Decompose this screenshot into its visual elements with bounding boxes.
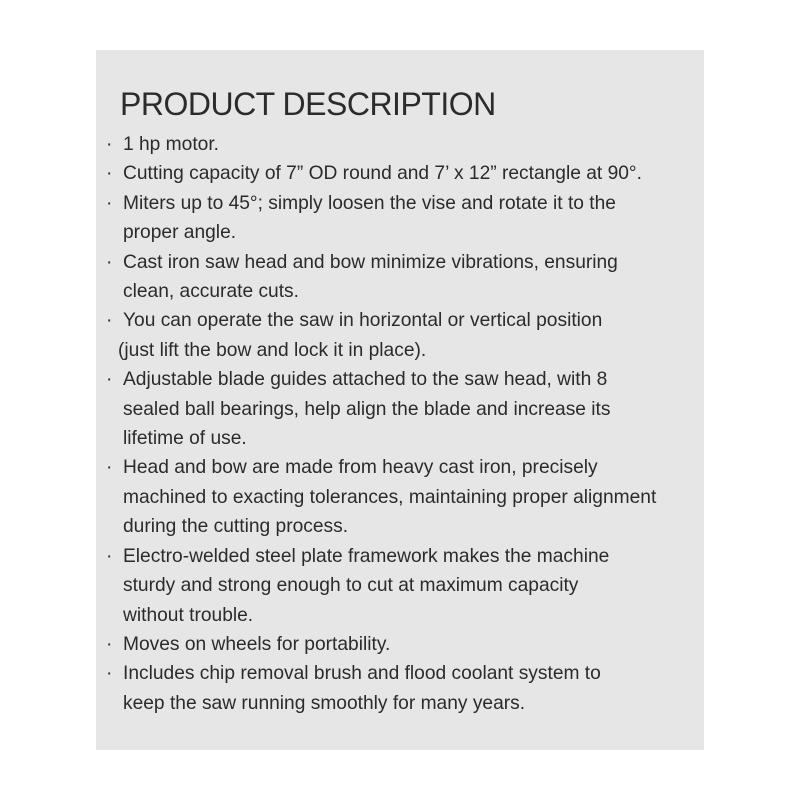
list-item: [106, 630, 656, 659]
list-item-text: (just lift the bow and lock it in place).: [118, 339, 427, 361]
list-item: [106, 189, 656, 248]
bullet-icon: ·: [106, 545, 113, 567]
bullet-icon: ·: [106, 457, 113, 479]
list-item-text: Adjustable blade guides attached to the saw head, with 8: [123, 369, 608, 391]
bullet-icon: ·: [106, 310, 113, 332]
list-item-text: Head and bow are made from heavy cast iron, precisely: [123, 457, 598, 479]
list-item-text: Moves on wheels for portability.: [123, 633, 391, 655]
bullet-icon: ·: [106, 369, 113, 391]
list-item: [106, 248, 656, 307]
list-item: [106, 542, 656, 630]
list-item-text: 1 hp motor.: [123, 134, 219, 155]
list-item-text: Cast iron saw head and bow minimize vibrations, ensuring: [123, 251, 618, 273]
list-item: [106, 659, 656, 718]
list-item-text: during the cutting process.: [123, 516, 349, 538]
list-item-text: keep the saw running smoothly for many years.: [123, 692, 526, 714]
bullet-icon: ·: [106, 192, 113, 214]
bullet-icon: ·: [106, 663, 113, 685]
bullet-icon: ·: [106, 251, 113, 273]
list-item-text: Cutting capacity of 7” OD round and 7’ x 12” rectangle at 90°.: [123, 163, 642, 185]
feature-list: [106, 130, 656, 718]
list-item: [106, 306, 656, 365]
list-item: [106, 159, 656, 188]
list-item: [106, 130, 656, 159]
bullet-icon: ·: [106, 163, 113, 185]
page-title: PRODUCT DESCRIPTION: [120, 86, 496, 122]
bullet-icon: ·: [106, 134, 113, 155]
list-item-text: proper angle.: [123, 222, 237, 244]
list-item-text: lifetime of use.: [123, 428, 247, 450]
list-item: [106, 365, 656, 453]
list-item-text: Miters up to 45°; simply loosen the vise and rotate it to the: [123, 192, 616, 214]
product-description-panel: [96, 50, 704, 750]
list-item-text: machined to exacting tolerances, maintaining proper alignment: [123, 486, 657, 508]
list-item-text: Electro-welded steel plate framework makes the machine: [123, 545, 610, 567]
list-item-text: You can operate the saw in horizontal or vertical position: [123, 310, 603, 332]
bullet-icon: ·: [106, 633, 113, 655]
list-item-text: without trouble.: [123, 604, 254, 626]
list-item-text: sturdy and strong enough to cut at maximum capacity: [123, 575, 579, 597]
list-item-text: sealed ball bearings, help align the blade and increase its: [123, 398, 611, 420]
list-item-text: Includes chip removal brush and flood coolant system to: [123, 663, 601, 685]
list-item: [106, 453, 656, 541]
list-item-text: clean, accurate cuts.: [123, 281, 299, 303]
